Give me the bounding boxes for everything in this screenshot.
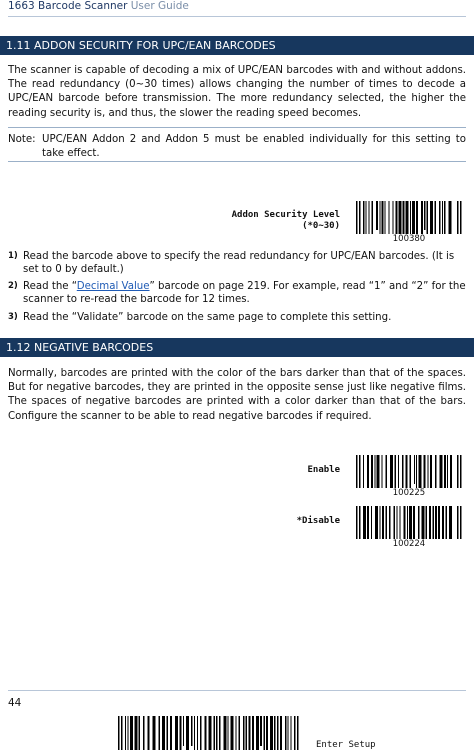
enable-barcode[interactable] [354,455,464,488]
barcode-bar [428,455,429,488]
addon-security-level-label-line1: Addon Security Level [231,210,340,220]
barcode-bar [460,506,462,539]
barcode-bar [143,716,145,750]
barcode-bar [191,716,193,746]
enter-setup-label: Enter Setup [316,740,376,750]
section-heading-negative-barcodes: 1.12 NEGATIVE BARCODES [0,338,474,357]
barcode-bar [209,716,212,750]
note-block [8,133,466,161]
footer-divider [8,690,466,691]
barcode-bar [426,506,428,539]
barcode-bar [264,716,266,750]
step-2-text-start: Read the “ [23,281,77,292]
barcode-bar [214,716,216,750]
barcode-bar [460,201,462,234]
decimal-value-link[interactable]: Decimal Value [76,281,150,292]
barcode-bar [457,506,459,539]
step-3 [8,311,466,324]
barcode-bar [162,716,165,750]
barcode-bar [205,716,207,750]
barcode-bar [377,455,380,488]
step-1-number: 1) [8,251,18,261]
barcode-bar [356,506,358,539]
negative-barcodes-description: Normally, barcodes are printed with the color of the bars darker than that of the spaces. But for negative barcodes, they are printed in the opposite sense just like negative films. The spaces of negative barcodes are printed with a color darker than that of the bars. Configure the scanner to be able to read negative barcodes if required. [8,368,466,422]
barcode-bar [231,716,234,750]
barcode-bar [393,201,394,234]
note-top-divider [8,127,466,128]
barcode-bar [243,716,245,750]
barcode-bar [118,716,120,750]
barcode-bar [404,506,406,539]
note-text: UPC/EAN Addon 2 and Addon 5 must be enabled individually for this setting to take effect. [42,134,466,159]
barcode-bar [372,201,374,234]
barcode-bar [450,455,452,488]
barcode-bar [395,455,397,488]
page-number: 44 [8,697,22,709]
addon-security-level-label [180,210,340,232]
barcode-bar [170,716,172,750]
barcode-bar [435,455,437,488]
barcode-bar [430,455,432,488]
barcode-bar [430,201,433,234]
header-divider [8,16,466,17]
barcode-bar [444,201,446,234]
manual-title: 1663 Barcode Scanner [8,0,128,12]
barcode-bar [236,716,237,750]
barcode-bar [159,716,161,750]
barcode-bar [449,201,452,234]
step-3-text: Read the “Validate” barcode on the same page to complete this setting. [23,312,392,323]
barcode-bar [380,201,381,234]
barcode-bar [382,506,384,539]
barcode-bar [194,716,195,750]
barcode-bar [385,201,386,234]
barcode-bar [419,455,422,488]
addon-security-level-label-line2: (*0~30) [302,221,340,231]
barcode-bar [424,455,426,488]
barcode-bar [228,716,229,750]
barcode-bar [433,506,435,539]
barcode-bar [457,455,459,488]
barcode-bar [412,201,415,234]
barcode-bar [135,716,138,750]
barcode-bar [382,455,383,488]
barcode-bar [457,201,459,234]
barcode-bar [256,716,259,750]
barcode-bar [367,506,369,539]
note-bottom-divider [8,161,466,162]
barcode-bar [130,716,133,750]
barcode-bar [399,201,402,234]
barcode-bar [394,506,396,539]
barcode-bar [139,716,141,750]
barcode-bar [148,716,150,750]
step-2-text [23,280,466,306]
barcode-bar [413,506,415,539]
barcode-bar [410,455,412,488]
guide-title: User Guide [130,0,189,12]
note-label: Note: [8,134,36,145]
barcode-bar [402,455,404,488]
barcode-bar [386,506,388,539]
barcode-bar [386,455,388,488]
barcode-bar [197,716,198,750]
barcode-bar [359,201,361,234]
barcode-bar [376,201,378,230]
barcode-bar [359,455,361,488]
section-heading-addon-security: 1.11 ADDON SECURITY FOR UPC/EAN BARCODES [0,36,474,55]
barcode-bar [382,201,384,234]
barcode-bar [285,716,287,750]
barcode-bar [366,201,367,234]
addon-security-description: The scanner is capable of decoding a mix of UPC/EAN barcodes with and without addons. The read redundancy (0~30 times) allows changing the number of times to decode a UPC/EAN barcode before transmission. The more redundancy selected, the higher the reading security is, and thus, the slower the reading speed becomes. [8,65,466,119]
barcode-bar [375,506,378,539]
barcode-bar [186,716,189,750]
barcode-bar [252,716,254,750]
barcode-bar [416,455,417,488]
barcode-bar [390,455,393,488]
barcode-bar [121,716,123,750]
barcode-bar [422,506,425,539]
barcode-bar [416,201,418,234]
barcode-bar [389,201,390,234]
barcode-bar [128,716,129,750]
barcode-bar [167,716,169,750]
barcode-bar [421,201,423,234]
barcode-bar [396,201,398,234]
addon-security-level-barcode-number: 100380 [392,234,426,244]
barcode-bar [280,716,282,750]
barcode-bar [440,455,443,488]
barcode-bar [460,455,462,488]
barcode-bar [435,506,437,539]
barcode-bar [429,506,431,539]
barcode-bar [200,716,202,750]
barcode-bar [246,716,248,750]
barcode-bar [363,455,364,488]
barcode-bar [371,506,372,539]
barcode-bar [380,506,381,539]
barcode-bar [356,201,358,234]
barcode-bar [406,455,408,488]
barcode-bar [363,201,365,234]
barcode-bar [414,455,415,484]
barcode-bar [270,716,273,750]
barcode-bar [442,201,443,234]
barcode-bar [125,716,126,750]
barcode-bar [219,716,221,750]
enable-label: Enable [307,465,340,475]
barcode-bar [249,716,251,750]
barcode-bar [447,455,448,488]
barcode-bar [403,201,405,234]
barcode-bar [175,716,178,750]
step-2-number: 2) [8,281,18,291]
barcode-bar [153,716,156,750]
barcode-bar [375,455,376,488]
barcode-bar [356,455,358,488]
barcode-bar [424,201,426,230]
step-2 [8,280,466,306]
barcode-bar [266,716,268,750]
barcode-bar [183,716,184,746]
barcode-bar [369,201,370,234]
barcode-bar [397,506,398,539]
enable-barcode-number: 100225 [392,488,426,498]
barcode-bar [435,201,437,234]
barcode-bar [216,716,218,750]
barcode-bar [400,506,401,539]
barcode-bar [398,455,399,488]
barcode-bar [444,455,446,488]
step-1-text: Read the barcode above to specify the read redundancy for UPC/EAN barcodes. (It is set to 0 by default.) [23,251,455,275]
barcode-bar [446,506,448,539]
barcode-bar [438,506,440,539]
addon-security-level-barcode[interactable] [354,201,464,234]
enter-setup-barcode[interactable] [116,716,301,750]
running-header [8,0,189,12]
barcode-bar [363,506,366,539]
disable-label: *Disable [296,516,340,526]
barcode-bar [359,506,361,539]
barcode-bar [371,455,373,488]
barcode-bar [277,716,279,750]
barcode-bar [294,716,296,750]
barcode-bar [442,506,444,539]
barcode-bar [439,201,441,234]
barcode-bar [367,455,369,488]
barcode-bar [409,506,412,539]
step-1 [8,250,466,276]
barcode-bar [410,201,411,234]
step-2-text-end: ” barcode on page 219. For example, read “1” and “2” for the scanner to re-read the barcode for 12 times. [23,281,466,305]
barcode-bar [180,716,182,750]
barcode-bar [407,506,408,539]
disable-barcode-number: 100224 [392,539,426,549]
barcode-bar [274,716,276,750]
barcode-bar [406,201,409,234]
barcode-bar [427,201,429,234]
barcode-bar [260,716,262,746]
barcode-bar [291,716,292,750]
barcode-bar [418,506,420,539]
barcode-bar [389,506,391,539]
barcode-bar [297,716,299,750]
barcode-bar [449,506,452,539]
disable-barcode[interactable] [354,506,464,539]
step-3-number: 3) [8,312,18,322]
barcode-bar [288,716,289,750]
barcode-bar [239,716,241,750]
barcode-bar [224,716,227,750]
